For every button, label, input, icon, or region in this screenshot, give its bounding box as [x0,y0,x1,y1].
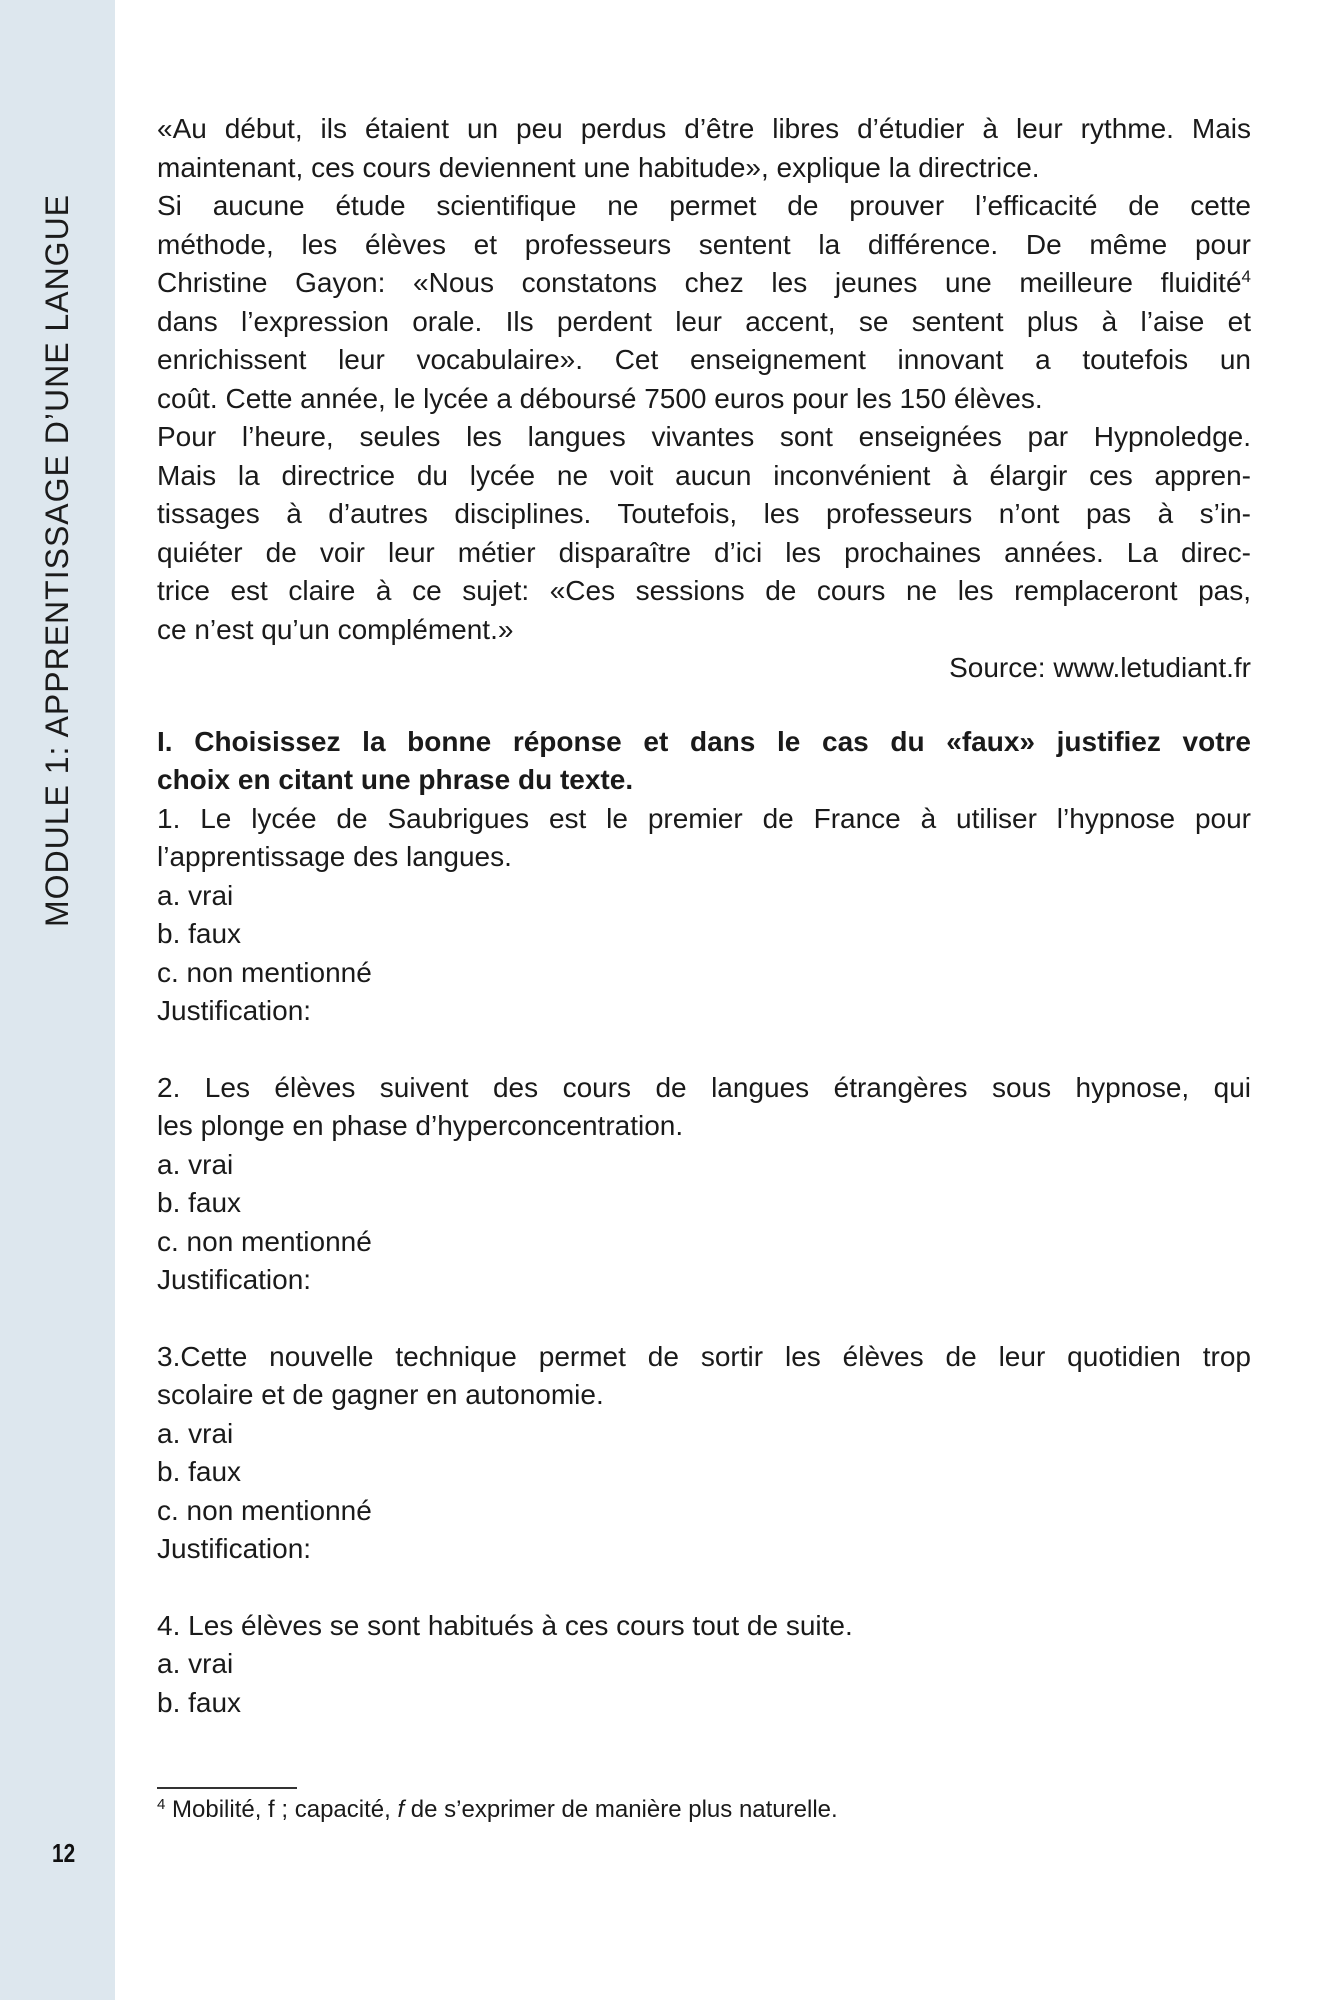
question-4 [157,1607,1251,1723]
question-text: 1. Le lycée de Saubrigues est le premier de France à utiliser l’hypnose pour [157,802,1251,834]
option-a[interactable]: a. vrai [157,1648,234,1679]
justification-label: Justification: [157,995,312,1026]
exercise-heading [157,723,1251,800]
passage-line: maintenant, ces cours deviennent une habitude», explique la directrice. [157,151,1040,183]
option-a[interactable]: a. vrai [157,1417,234,1449]
option-a[interactable]: a. vrai [157,879,234,911]
footnote-text: de s’exprimer de manière plus naturelle. [404,1796,838,1823]
option-c[interactable]: c. non mentionné [157,956,372,988]
question-text: 4. Les élèves se sont habitués à ces cours tout de suite. [157,1609,853,1641]
question-text: l’apprentissage des langues. [157,841,512,872]
justification-label: Justification: [157,1264,312,1295]
passage-line: Si aucune étude scientifique ne permet de prouver l’efficacité de cette [157,190,1251,221]
passage-line: quiéter de voir leur métier disparaître d’ici les prochaines années. La direc- [157,536,1251,568]
footnote-text: Mobilité, f ; capacité, [165,1796,398,1823]
page-content [157,110,1251,1722]
option-b[interactable]: b. faux [157,918,242,949]
exercise-heading-line: I. Choisissez la bonne réponse et dans le cas du «faux» justifiez votre [157,725,1251,757]
question-text: scolaire et de gagner en autonomie. [157,1379,604,1410]
question-text: les plonge en phase d’hyperconcentration. [157,1110,684,1141]
justification-label: Justification: [157,1533,312,1564]
passage-line: trice est claire à ce sujet: «Ces sessions de cours ne les remplaceront pas, [157,575,1251,606]
exercise-heading-line: choix en citant une phrase du texte. [157,764,634,795]
option-a[interactable]: a. vrai [157,1148,234,1180]
page-number: 12 [52,1838,76,1868]
footnote-ref: 4 [1241,267,1251,286]
question-text: 3.Cette nouvelle technique permet de sortir les élèves de leur quotidien trop [157,1340,1251,1372]
passage-line [157,264,1251,303]
passage-line: ce n’est qu’un complément.» [157,613,514,645]
footnote-marker: 4 [157,1796,166,1813]
passage-line: tissages à d’autres disciplines. Toutefois, les professeurs n’ont pas à s’in- [157,498,1251,529]
option-b[interactable]: b. faux [157,1686,242,1718]
passage-line: dans l’expression orale. Ils perdent leur accent, se sentent plus à l’aise et [157,305,1251,337]
question-text: 2. Les élèves suivent des cours de langues étrangères sous hypnose, qui [157,1071,1251,1103]
footnote-divider [157,1787,297,1789]
question-2 [157,1069,1251,1300]
source-citation: Source: www.letudiant.fr [949,652,1251,683]
passage [157,110,1251,688]
passage-line: enrichissent leur vocabulaire». Cet enseignement innovant a toutefois un [157,344,1251,375]
passage-line: Mais la directrice du lycée ne voit aucun inconvénient à élargir ces appren- [157,459,1251,491]
option-c[interactable]: c. non mentionné [157,1225,372,1257]
option-b[interactable]: b. faux [157,1456,242,1487]
passage-line-text: Christine Gayon: «Nous constatons chez les jeunes une meilleure fluidité [157,267,1242,298]
passage-line: Pour l’heure, seules les langues vivantes sont enseignées par Hypnoledge. [157,421,1251,452]
question-3 [157,1338,1251,1569]
passage-line: coût. Cette année, le lycée a déboursé 7500 euros pour les 150 élèves. [157,382,1043,414]
footnote [157,1795,838,1825]
passage-line: méthode, les élèves et professeurs sentent la différence. De même pour [157,228,1251,260]
passage-line: «Au début, ils étaient un peu perdus d’être libres d’étudier à leur rythme. Mais [157,113,1251,144]
question-1 [157,800,1251,1031]
module-title-text: MODULE 1: APPRENTISSAGE D’UNE LANGUE [39,193,76,927]
option-b[interactable]: b. faux [157,1187,242,1218]
footnote-italic: f [397,1796,405,1823]
option-c[interactable]: c. non mentionné [157,1494,372,1526]
module-title [28,110,88,1010]
